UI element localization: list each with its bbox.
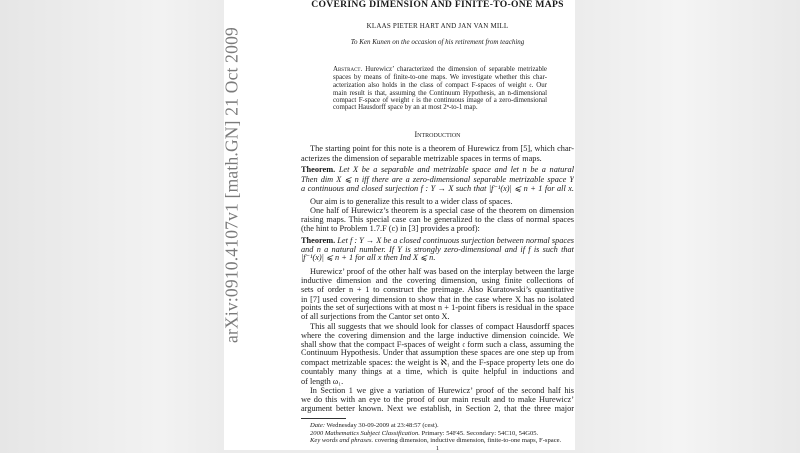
theorem-line: a continuous and closed surjection f : Y → X such that |f⁻¹(x)| ⩽ n + 1 for all x. xyxy=(301,184,574,193)
text-line: sets of order n + 1 to construct the preimage. Also Kuratowski’s quantitative xyxy=(301,285,574,294)
theorem-line xyxy=(301,236,574,245)
text-line: inductive dimension and the covering dimension, using finite collections of xyxy=(301,276,574,285)
text-line: One half of Hurewicz’s theorem is a special case of the theorem on dimension xyxy=(310,206,574,215)
text-line: Our aim is to generalize this result to a wider class of spaces. xyxy=(310,197,513,206)
text-line: Hurewicz’ proof of the other half was based on the interplay between the large xyxy=(310,267,574,276)
text-line: countably many things at a time, which is quite helpful in inductions and xyxy=(301,367,574,376)
text-line: acterizes the dimension of separable metrizable spaces in terms of maps. xyxy=(301,154,542,163)
text-line: raising maps. This special case can be generalized to the class of normal spaces xyxy=(301,215,574,224)
text-line: points the set of surjections with at most n + 1-point fibers is residual in the space xyxy=(301,303,574,312)
text-line: where the covering dimension and the large inductive dimension coincide. We xyxy=(301,331,574,340)
abstract-line: acterization also holds in the class of compact F-spaces of weight 𝔠. Our xyxy=(333,82,547,89)
abstract-text: Hurewicz’ characterized the dimension of separable metrizable xyxy=(362,66,547,73)
abstract-line: compact Hausdorff space by an at most 2ⁿ-to-1 map. xyxy=(333,104,478,111)
text-line: compact metrizable spaces: the weight is ℵ₁ and the F-space property lets one do xyxy=(301,358,574,367)
footnote-text: Wednesday 30-09-2009 at 23:48:57 (cest). xyxy=(325,422,439,429)
text-line: of length ω₁. xyxy=(301,377,344,386)
text-line: This all suggests that we should look for classes of compact Hausdorff spaces xyxy=(310,322,574,331)
theorem-text: Let X be a separable and metrizable space and let n be a natural xyxy=(338,165,574,174)
arxiv-stamp: arXiv:0910.4107v1 [math.GN] 21 Oct 2009 xyxy=(221,27,242,343)
footnote-label: Date: xyxy=(310,422,326,429)
dedication: To Ken Kunen on the occasion of his retirement from teaching xyxy=(350,38,525,46)
text-line: In Section 1 we give a variation of Hurewicz’ proof of the second half his xyxy=(310,386,574,395)
text-line: Continuum Hypothesis. Under that assumption these spaces are one step up from xyxy=(301,348,574,357)
theorem-line xyxy=(301,165,574,174)
abstract-line: spaces by means of finite-to-one maps. We investigate whether this char- xyxy=(333,74,547,81)
section-heading: Introduction xyxy=(414,130,461,139)
abstract-label: Abstract. xyxy=(333,66,363,73)
theorem-label: Theorem. xyxy=(301,236,336,245)
paper-title: COVERING DIMENSION AND FINITE-TO-ONE MAPS xyxy=(311,0,564,10)
footnote-label: 2000 Mathematics Subject Classification. xyxy=(310,430,420,437)
footnote-text: Primary: 54F45. Secondary: 54C10, 54G05. xyxy=(419,430,539,437)
text-line: (the hint to Problem 1.7.F (c) in [3] provides a proof): xyxy=(301,224,480,233)
text-line: we do this with an eye to the proof of our main result and to make Hurewicz’ xyxy=(301,395,574,404)
text-line: shall show that the compact F-spaces of weight 𝔠 form such a class, assuming the xyxy=(301,340,574,349)
text-line: The starting point for this note is a theorem of Hurewicz from [5], which char- xyxy=(310,144,574,153)
abstract-line: main result is that, assuming the Continuum Hypothesis, an n-dimensional xyxy=(333,90,547,97)
theorem-text: Let f : Y → X be a closed continuous surjection between normal spaces xyxy=(335,236,574,245)
authors: KLAAS PIETER HART AND JAN VAN MILL xyxy=(366,22,509,30)
footnote-rule xyxy=(301,418,346,419)
footnote-label: Key words and phrases. xyxy=(310,437,374,444)
text-line: in [7] used covering dimension to show that in the case where X has no isolated xyxy=(301,295,574,304)
page-number: 1 xyxy=(435,445,440,452)
theorem-line: and n a natural number. If Y is strongly zero-dimensional and if f is such that xyxy=(301,245,574,254)
theorem-label: Theorem. xyxy=(301,165,336,174)
theorem-line: Then dim X ⩽ n iff there are a zero-dimensional separable metrizable space Y xyxy=(301,175,574,184)
text-line: argument better known. Next we establish, in Section 2, that the three major xyxy=(301,404,574,413)
abstract-line: compact F-space of weight 𝔠 is the continuous image of a zero-dimensional xyxy=(333,97,547,104)
text-line: of all surjections from the Cantor set onto X. xyxy=(301,312,450,321)
footnote-text: covering dimension, inductive dimension, finite-to-one maps, F-space. xyxy=(373,437,562,444)
theorem-line: |f⁻¹(x)| ⩽ n + 1 for all x then Ind X ⩽ n. xyxy=(301,253,436,262)
